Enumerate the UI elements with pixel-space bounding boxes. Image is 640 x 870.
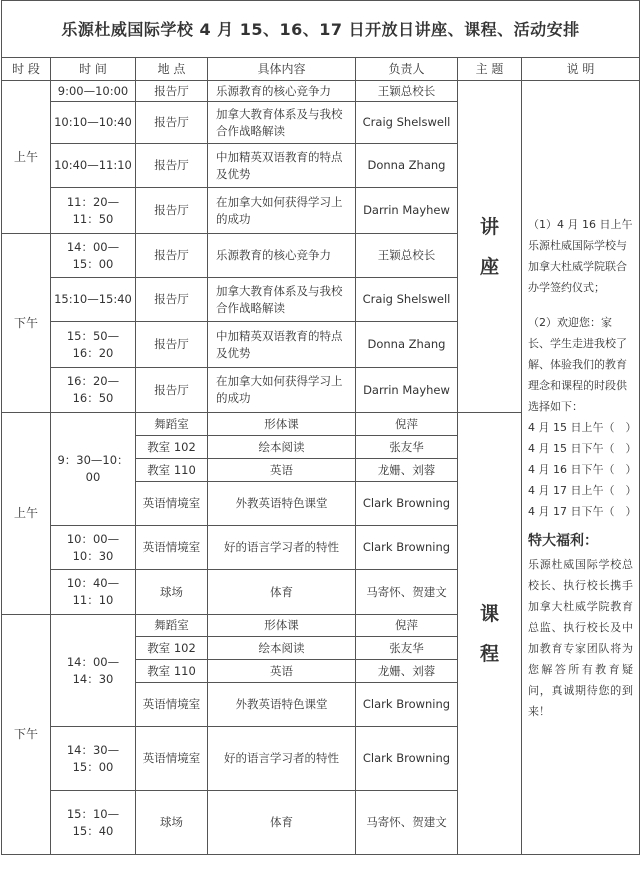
place-cell: 球场: [136, 791, 208, 855]
time-cell: 10：00—10：30: [51, 526, 136, 570]
content-cell: 加拿大教育体系及与我校合作战略解读: [208, 278, 356, 322]
period-cell: 上午: [2, 81, 51, 234]
content-cell: 中加精英双语教育的特点及优势: [208, 322, 356, 368]
option-item: 4 月 15 日上午（ ）: [528, 420, 637, 434]
page-title: 乐源杜威国际学校 4 月 15、16、17 日开放日讲座、课程、活动安排: [2, 1, 640, 58]
person-cell: Clark Browning: [356, 727, 458, 791]
place-cell: 英语情境室: [136, 526, 208, 570]
person-cell: Darrin Mayhew: [356, 368, 458, 413]
person-cell: Clark Browning: [356, 482, 458, 526]
person-cell: Darrin Mayhew: [356, 188, 458, 234]
notes-welcome: （2）欢迎您：家长、学生走进我校了解、体验我们的教育理念和课程的时段供选择如下：: [528, 315, 627, 413]
content-cell: 形体课: [208, 615, 356, 637]
content-cell: 绘本阅读: [208, 436, 356, 459]
period-cell: 上午: [2, 413, 51, 615]
person-cell: 王颖总校长: [356, 234, 458, 278]
person-cell: 龙姗、刘蓉: [356, 660, 458, 683]
place-cell: 教室 110: [136, 660, 208, 683]
header-person: 负责人: [356, 58, 458, 81]
notes-signing: （1）4 月 16 日上午乐源杜威国际学校与加拿大杜威学院联合办学签约仪式；: [528, 217, 633, 294]
topic-char: 程: [479, 642, 499, 665]
person-cell: 倪萍: [356, 413, 458, 436]
time-cell: 9:00—10:00: [51, 81, 136, 102]
person-cell: 倪萍: [356, 615, 458, 637]
time-cell: 14：30—15：00: [51, 727, 136, 791]
content-cell: 英语: [208, 660, 356, 683]
notes-cell: [522, 81, 640, 855]
bonus-text: 乐源杜威国际学校总校长、执行校长携手加拿大杜威学院教育总监、执行校长及中加教育专家团队将为您解答所有教育疑问，真诚期待您的到来！: [528, 557, 633, 718]
content-cell: 在加拿大如何获得学习上的成功: [208, 188, 356, 234]
place-cell: 英语情境室: [136, 727, 208, 791]
person-cell: Clark Browning: [356, 683, 458, 727]
title-row: [2, 1, 640, 58]
content-cell: 乐源教育的核心竞争力: [208, 234, 356, 278]
time-cell: 16：20—16：50: [51, 368, 136, 413]
content-cell: 外教英语特色课堂: [208, 683, 356, 727]
time-cell: 10:10—10:40: [51, 102, 136, 144]
time-cell: 14：00—14：30: [51, 615, 136, 727]
place-cell: 舞蹈室: [136, 413, 208, 436]
content-cell: 绘本阅读: [208, 637, 356, 660]
place-cell: 报告厅: [136, 234, 208, 278]
bonus-title: 特大福利：: [528, 532, 598, 549]
header-time: 时 间: [51, 58, 136, 81]
person-cell: Craig Shelswell: [356, 102, 458, 144]
place-cell: 报告厅: [136, 81, 208, 102]
header-row: [2, 58, 640, 81]
content-cell: 加拿大教育体系及与我校合作战略解读: [208, 102, 356, 144]
place-cell: 报告厅: [136, 188, 208, 234]
place-cell: 报告厅: [136, 322, 208, 368]
place-cell: 舞蹈室: [136, 615, 208, 637]
topic-char: 课: [479, 602, 499, 625]
content-cell: 英语: [208, 459, 356, 482]
time-cell: 9：30—10：00: [51, 413, 136, 526]
header-place: 地 点: [136, 58, 208, 81]
person-cell: Clark Browning: [356, 526, 458, 570]
place-cell: 教室 110: [136, 459, 208, 482]
topic-course: [458, 413, 522, 855]
period-cell: 下午: [2, 234, 51, 413]
person-cell: 王颖总校长: [356, 81, 458, 102]
person-cell: Donna Zhang: [356, 322, 458, 368]
time-cell: 15:10—15:40: [51, 278, 136, 322]
time-cell: 15：50—16：20: [51, 322, 136, 368]
person-cell: 张友华: [356, 637, 458, 660]
time-cell: 14：00—15：00: [51, 234, 136, 278]
place-cell: 教室 102: [136, 637, 208, 660]
place-cell: 球场: [136, 570, 208, 615]
time-cell: 10：40—11：10: [51, 570, 136, 615]
place-cell: 英语情境室: [136, 482, 208, 526]
content-cell: 中加精英双语教育的特点及优势: [208, 144, 356, 188]
place-cell: 报告厅: [136, 102, 208, 144]
topic-char: 讲: [479, 215, 499, 238]
schedule-table: [1, 0, 640, 855]
person-cell: 张友华: [356, 436, 458, 459]
header-notes: 说 明: [522, 58, 640, 81]
person-cell: 龙姗、刘蓉: [356, 459, 458, 482]
place-cell: 英语情境室: [136, 683, 208, 727]
person-cell: 马寄怀、贺建文: [356, 570, 458, 615]
topic-char: 座: [479, 255, 499, 278]
content-cell: 体育: [208, 791, 356, 855]
content-cell: 在加拿大如何获得学习上的成功: [208, 368, 356, 413]
topic-lecture: [458, 81, 522, 413]
period-cell: 下午: [2, 615, 51, 855]
time-cell: 15：10—15：40: [51, 791, 136, 855]
content-cell: 乐源教育的核心竞争力: [208, 81, 356, 102]
time-cell: 10:40—11:10: [51, 144, 136, 188]
person-cell: Donna Zhang: [356, 144, 458, 188]
header-period: 时 段: [2, 58, 51, 81]
option-item: 4 月 17 日下午（ ）: [528, 504, 637, 518]
option-item: 4 月 16 日下午（ ）: [528, 462, 637, 476]
content-cell: 外教英语特色课堂: [208, 482, 356, 526]
place-cell: 报告厅: [136, 278, 208, 322]
place-cell: 报告厅: [136, 144, 208, 188]
header-topic: 主 题: [458, 58, 522, 81]
content-cell: 好的语言学习者的特性: [208, 727, 356, 791]
person-cell: 马寄怀、贺建文: [356, 791, 458, 855]
table-row: [2, 81, 640, 102]
person-cell: Craig Shelswell: [356, 278, 458, 322]
header-content: 具体内容: [208, 58, 356, 81]
place-cell: 教室 102: [136, 436, 208, 459]
option-item: 4 月 15 日下午（ ）: [528, 441, 637, 455]
content-cell: 好的语言学习者的特性: [208, 526, 356, 570]
content-cell: 形体课: [208, 413, 356, 436]
time-cell: 11：20—11：50: [51, 188, 136, 234]
option-item: 4 月 17 日上午（ ）: [528, 483, 637, 497]
content-cell: 体育: [208, 570, 356, 615]
place-cell: 报告厅: [136, 368, 208, 413]
